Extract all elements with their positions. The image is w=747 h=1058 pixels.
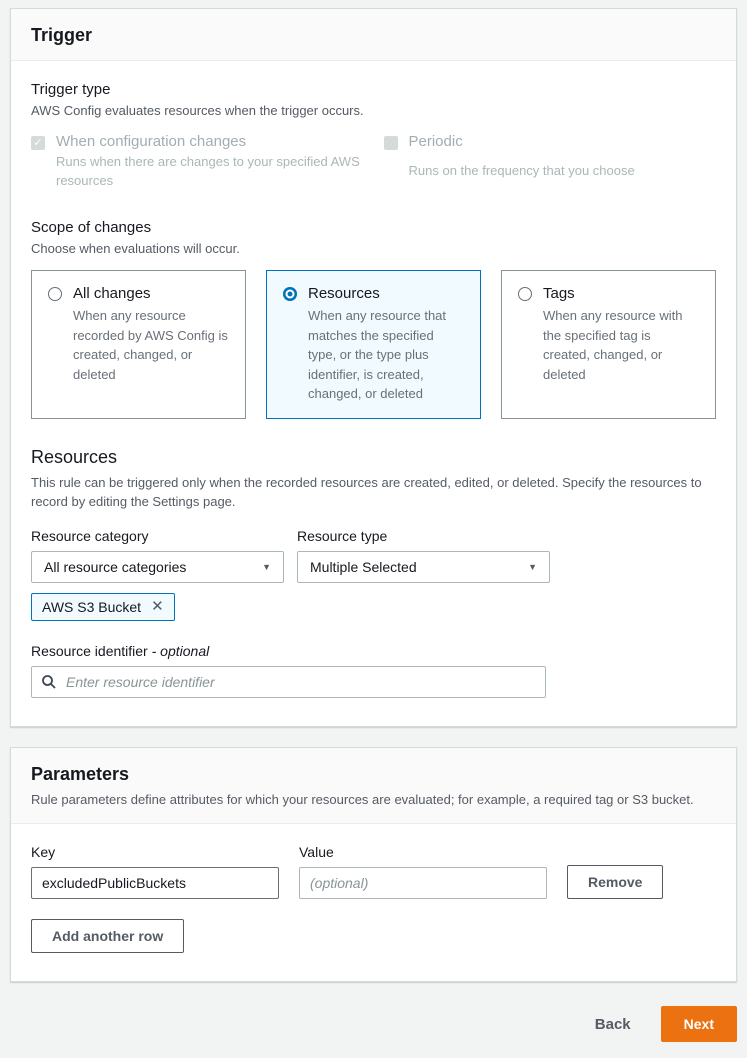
optional-suffix: - optional [151, 642, 210, 659]
parameters-panel-body [11, 824, 736, 981]
parameters-panel-header [11, 748, 736, 825]
resource-category-select[interactable] [31, 551, 284, 583]
scope-card-all-changes[interactable] [31, 270, 246, 419]
resources-heading: Resources [31, 446, 118, 467]
parameter-value-field [299, 844, 547, 899]
token-label: AWS S3 Bucket [42, 598, 142, 615]
parameters-description: Rule parameters define attributes for which your resources are evaluated; for example, a required tag or S3 bucket. [31, 791, 694, 807]
parameters-panel [10, 747, 737, 983]
parameter-key-label: Key [31, 844, 56, 861]
scope-card-title: All changes [73, 285, 151, 303]
scope-card-title: Resources [308, 285, 380, 303]
wizard-footer [10, 1002, 737, 1058]
radio-selected-icon[interactable] [283, 287, 297, 301]
parameter-value-label: Value [299, 844, 334, 861]
scope-card-description: When any resource with the specified tag is created, changed, or deleted [543, 308, 683, 382]
trigger-type-description: AWS Config evaluates resources when the trigger occurs. [31, 103, 364, 118]
chevron-down-icon: ▼ [528, 561, 537, 572]
resources-group [31, 447, 716, 698]
add-another-row-button[interactable]: Add another row [31, 919, 184, 953]
trigger-panel-header [11, 9, 736, 61]
scope-card-tags[interactable] [501, 270, 716, 419]
scope-description: Choose when evaluations will occur. [31, 240, 240, 256]
option-description: Runs on the frequency that you choose [408, 163, 635, 179]
resource-identifier-label: Resource identifier - optional [31, 642, 210, 659]
scope-of-changes-group [31, 219, 716, 419]
resource-identifier-input[interactable] [31, 666, 546, 698]
parameter-key-field [31, 844, 279, 899]
parameter-row [31, 844, 716, 899]
scope-card-resources[interactable] [266, 270, 481, 419]
resource-category-label: Resource category [31, 527, 149, 544]
parameter-value-input[interactable] [299, 867, 547, 899]
radio-unselected-icon[interactable] [48, 287, 62, 301]
checkbox-unchecked-disabled-icon [384, 136, 398, 150]
chevron-down-icon: ▼ [262, 561, 271, 572]
token-aws-s3-bucket [31, 593, 175, 621]
resource-selects-row [31, 528, 716, 583]
resources-description: This rule can be triggered only when the recorded resources are created, edited, or deleted. Specify the resources to record by editing the Settings page. [31, 474, 702, 509]
resource-type-label: Resource type [297, 527, 388, 544]
trigger-panel [10, 8, 737, 727]
trigger-type-options [31, 133, 716, 191]
resource-type-tokens [31, 593, 716, 621]
option-periodic [384, 133, 717, 191]
option-label: When configuration changes [56, 132, 247, 150]
option-label: Periodic [408, 132, 463, 150]
scope-card-title: Tags [543, 285, 575, 303]
resource-category-value: All resource categories [44, 558, 187, 575]
resource-type-select[interactable] [297, 551, 550, 583]
resource-category-field [31, 528, 284, 583]
trigger-type-label: Trigger type [31, 81, 111, 98]
trigger-type-group [31, 81, 716, 191]
token-close-icon[interactable]: ✕ [151, 598, 164, 616]
scope-card-description: When any resource that matches the specified type, or the type plus identifier, is created, changed, or deleted [308, 308, 447, 402]
trigger-panel-body [11, 61, 736, 726]
resource-type-field [297, 528, 550, 583]
scope-card-description: When any resource recorded by AWS Config is created, changed, or deleted [73, 308, 228, 382]
option-description: Runs when there are changes to your specified AWS resources [56, 153, 360, 188]
checkbox-checked-disabled-icon: ✓ [31, 136, 45, 150]
remove-parameter-button[interactable]: Remove [567, 865, 663, 899]
option-when-configuration-changes [31, 133, 364, 191]
search-icon [41, 674, 57, 690]
parameters-panel-title: Parameters [31, 763, 130, 784]
back-button[interactable]: Back [594, 1015, 631, 1033]
scope-label: Scope of changes [31, 218, 152, 236]
resource-identifier-field [31, 643, 716, 698]
next-button[interactable]: Next [661, 1006, 737, 1042]
trigger-panel-title: Trigger [31, 25, 93, 45]
resource-type-value: Multiple Selected [310, 558, 417, 575]
radio-unselected-icon[interactable] [518, 287, 532, 301]
parameter-key-input[interactable] [31, 867, 279, 899]
scope-cards [31, 270, 716, 419]
